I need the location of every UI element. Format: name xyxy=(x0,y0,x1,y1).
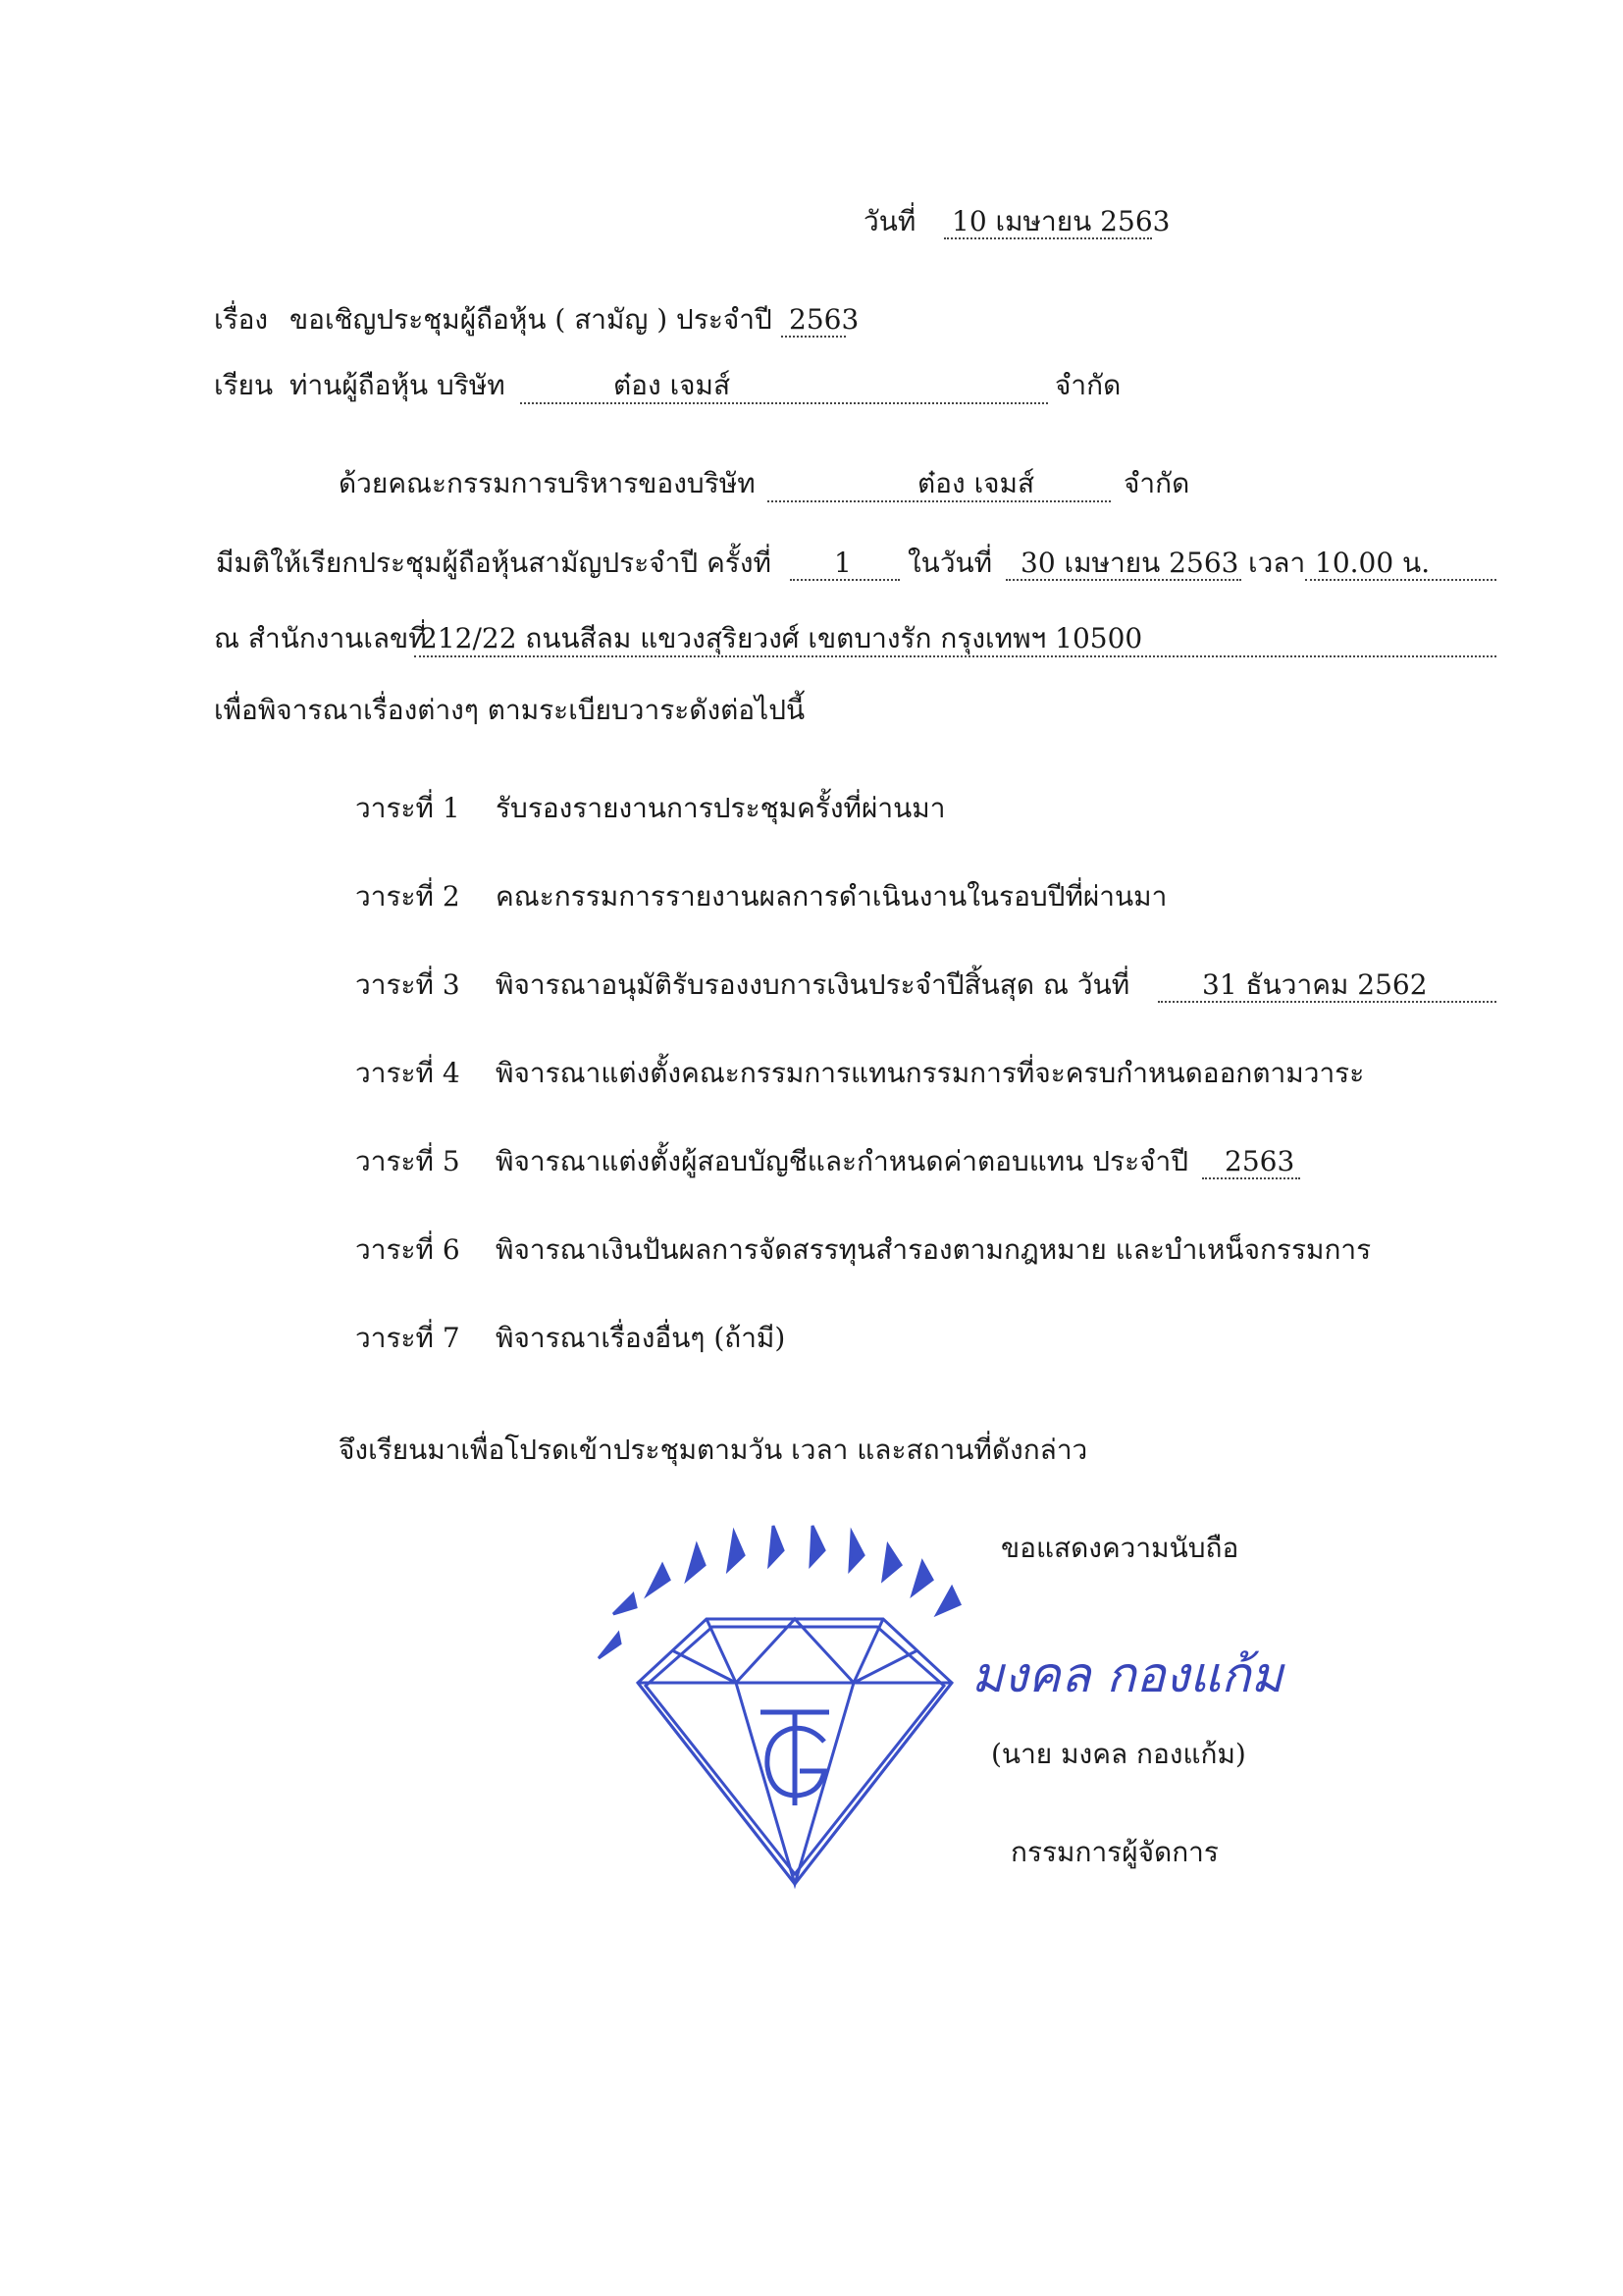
to-company: ต๋อง เจมส์ xyxy=(613,369,731,401)
stamp-ray xyxy=(913,1562,932,1594)
stamp-ray xyxy=(769,1526,783,1565)
stamp-facet xyxy=(707,1619,883,1683)
agenda-1-text: รับรองรายงานการประชุมครั้งที่ผ่านมา xyxy=(496,792,946,824)
stamp-ray xyxy=(613,1594,636,1614)
signature xyxy=(962,1619,1374,1707)
meeting-time: 10.00 น. xyxy=(1315,547,1431,579)
company-stamp xyxy=(589,1472,1001,1904)
date-value: 10 เมษายน 2563 xyxy=(952,205,1171,237)
closing-regards: ขอแสดงความนับถือ xyxy=(1001,1532,1239,1564)
time-label: เวลา xyxy=(1248,547,1306,579)
agenda-5-fill: 2563 xyxy=(1225,1145,1295,1177)
meeting-number-dotted xyxy=(790,579,900,581)
stamp-ray xyxy=(648,1565,669,1594)
stamp-ray xyxy=(599,1634,620,1658)
date-dotted-line xyxy=(944,237,1152,239)
stamp-ray xyxy=(811,1526,824,1565)
stamp-ray xyxy=(687,1545,705,1580)
agenda-5-text: พิจารณาแต่งตั้งผู้สอบบัญชีและกำหนดค่าตอบแทน ประจำปี xyxy=(496,1145,1189,1177)
stamp-ray xyxy=(883,1545,901,1580)
signature-text: มงคล กองแก้ม xyxy=(971,1646,1283,1703)
subject-dotted-line xyxy=(781,336,846,338)
stamp-ray xyxy=(850,1533,864,1570)
agenda-4-label: วาระที่ 4 xyxy=(355,1057,460,1089)
agenda-6-text: พิจารณาเงินปันผลการจัดสรรทุนสำรองตามกฎหมาย และบำเหน็จกรรมการ xyxy=(496,1233,1372,1266)
closing-text: จึงเรียนมาเพื่อโปรดเข้าประชุมตามวัน เวลา และสถานที่ดังกล่าว xyxy=(339,1434,1088,1466)
agenda-7-text: พิจารณาเรื่องอื่นๆ (ถ้ามี) xyxy=(496,1322,786,1354)
agenda-2-label: วาระที่ 2 xyxy=(355,880,460,913)
body-line2-prefix: มีมติให้เรียกประชุมผู้ถือหุ้นสามัญประจำปี ครั้งที่ xyxy=(216,547,771,579)
stamp-ray xyxy=(728,1533,744,1570)
agenda-1-label: วาระที่ 1 xyxy=(355,792,460,824)
body-line1-prefix: ด้วยคณะกรรมการบริหารของบริษัท xyxy=(339,467,756,499)
meeting-number: 1 xyxy=(834,547,852,579)
body-line1-company: ต๋อง เจมส์ xyxy=(917,467,1035,499)
to-label: เรียน xyxy=(214,369,274,401)
meeting-time-dotted xyxy=(1305,579,1496,581)
agenda-7-label: วาระที่ 7 xyxy=(355,1322,460,1354)
agenda-6-label: วาระที่ 6 xyxy=(355,1233,460,1266)
to-suffix: จำกัด xyxy=(1055,369,1122,401)
meeting-date-dotted xyxy=(1006,579,1241,581)
meeting-date: 30 เมษายน 2563 xyxy=(1021,547,1239,579)
agenda-5-label: วาระที่ 5 xyxy=(355,1145,460,1177)
subject-label: เรื่อง xyxy=(214,303,269,336)
subject-text: ขอเชิญประชุมผู้ถือหุ้น ( สามัญ ) ประจำปี xyxy=(289,303,772,336)
agenda-4-text: พิจารณาแต่งตั้งคณะกรรมการแทนกรรมการที่จะครบกำหนดออกตามวาระ xyxy=(496,1057,1365,1089)
agenda-2-text: คณะกรรมการรายงานผลการดำเนินงานในรอบปีที่ผ่านมา xyxy=(496,880,1168,913)
body-line1-dotted xyxy=(767,500,1111,502)
date-label: วันที่ xyxy=(864,205,916,237)
subject-year: 2563 xyxy=(789,303,860,336)
body-line2-date-label: ในวันที่ xyxy=(908,547,993,579)
signer-name: (นาย มงคล กองแก้ม) xyxy=(991,1738,1246,1770)
agenda-3-fill: 31 ธันวาคม 2562 xyxy=(1202,968,1428,1001)
to-dotted-line xyxy=(520,402,1048,404)
body-line4: เพื่อพิจารณาเรื่องต่างๆ ตามระเบียบวาระดังต่อไปนี้ xyxy=(214,694,806,726)
body-line3-prefix: ณ สำนักงานเลขที่ xyxy=(214,622,427,654)
address-dotted xyxy=(414,655,1496,657)
signer-position: กรรมการผู้จัดการ xyxy=(1011,1836,1219,1868)
agenda-3-label: วาระที่ 3 xyxy=(355,968,460,1001)
to-text: ท่านผู้ถือหุ้น บริษัท xyxy=(289,369,505,401)
stamp-ray xyxy=(937,1588,960,1614)
agenda-3-text: พิจารณาอนุมัติรับรองงบการเงินประจำปีสิ้นสุด ณ วันที่ xyxy=(496,968,1130,1001)
agenda-3-dotted xyxy=(1158,1001,1496,1003)
body-line1-suffix: จำกัด xyxy=(1124,467,1190,499)
address: 212/22 ถนนสีลม แขวงสุริยวงศ์ เขตบางรัก กรุงเทพฯ 10500 xyxy=(420,622,1143,654)
agenda-5-dotted xyxy=(1202,1177,1300,1179)
stamp-facet xyxy=(672,1650,917,1683)
